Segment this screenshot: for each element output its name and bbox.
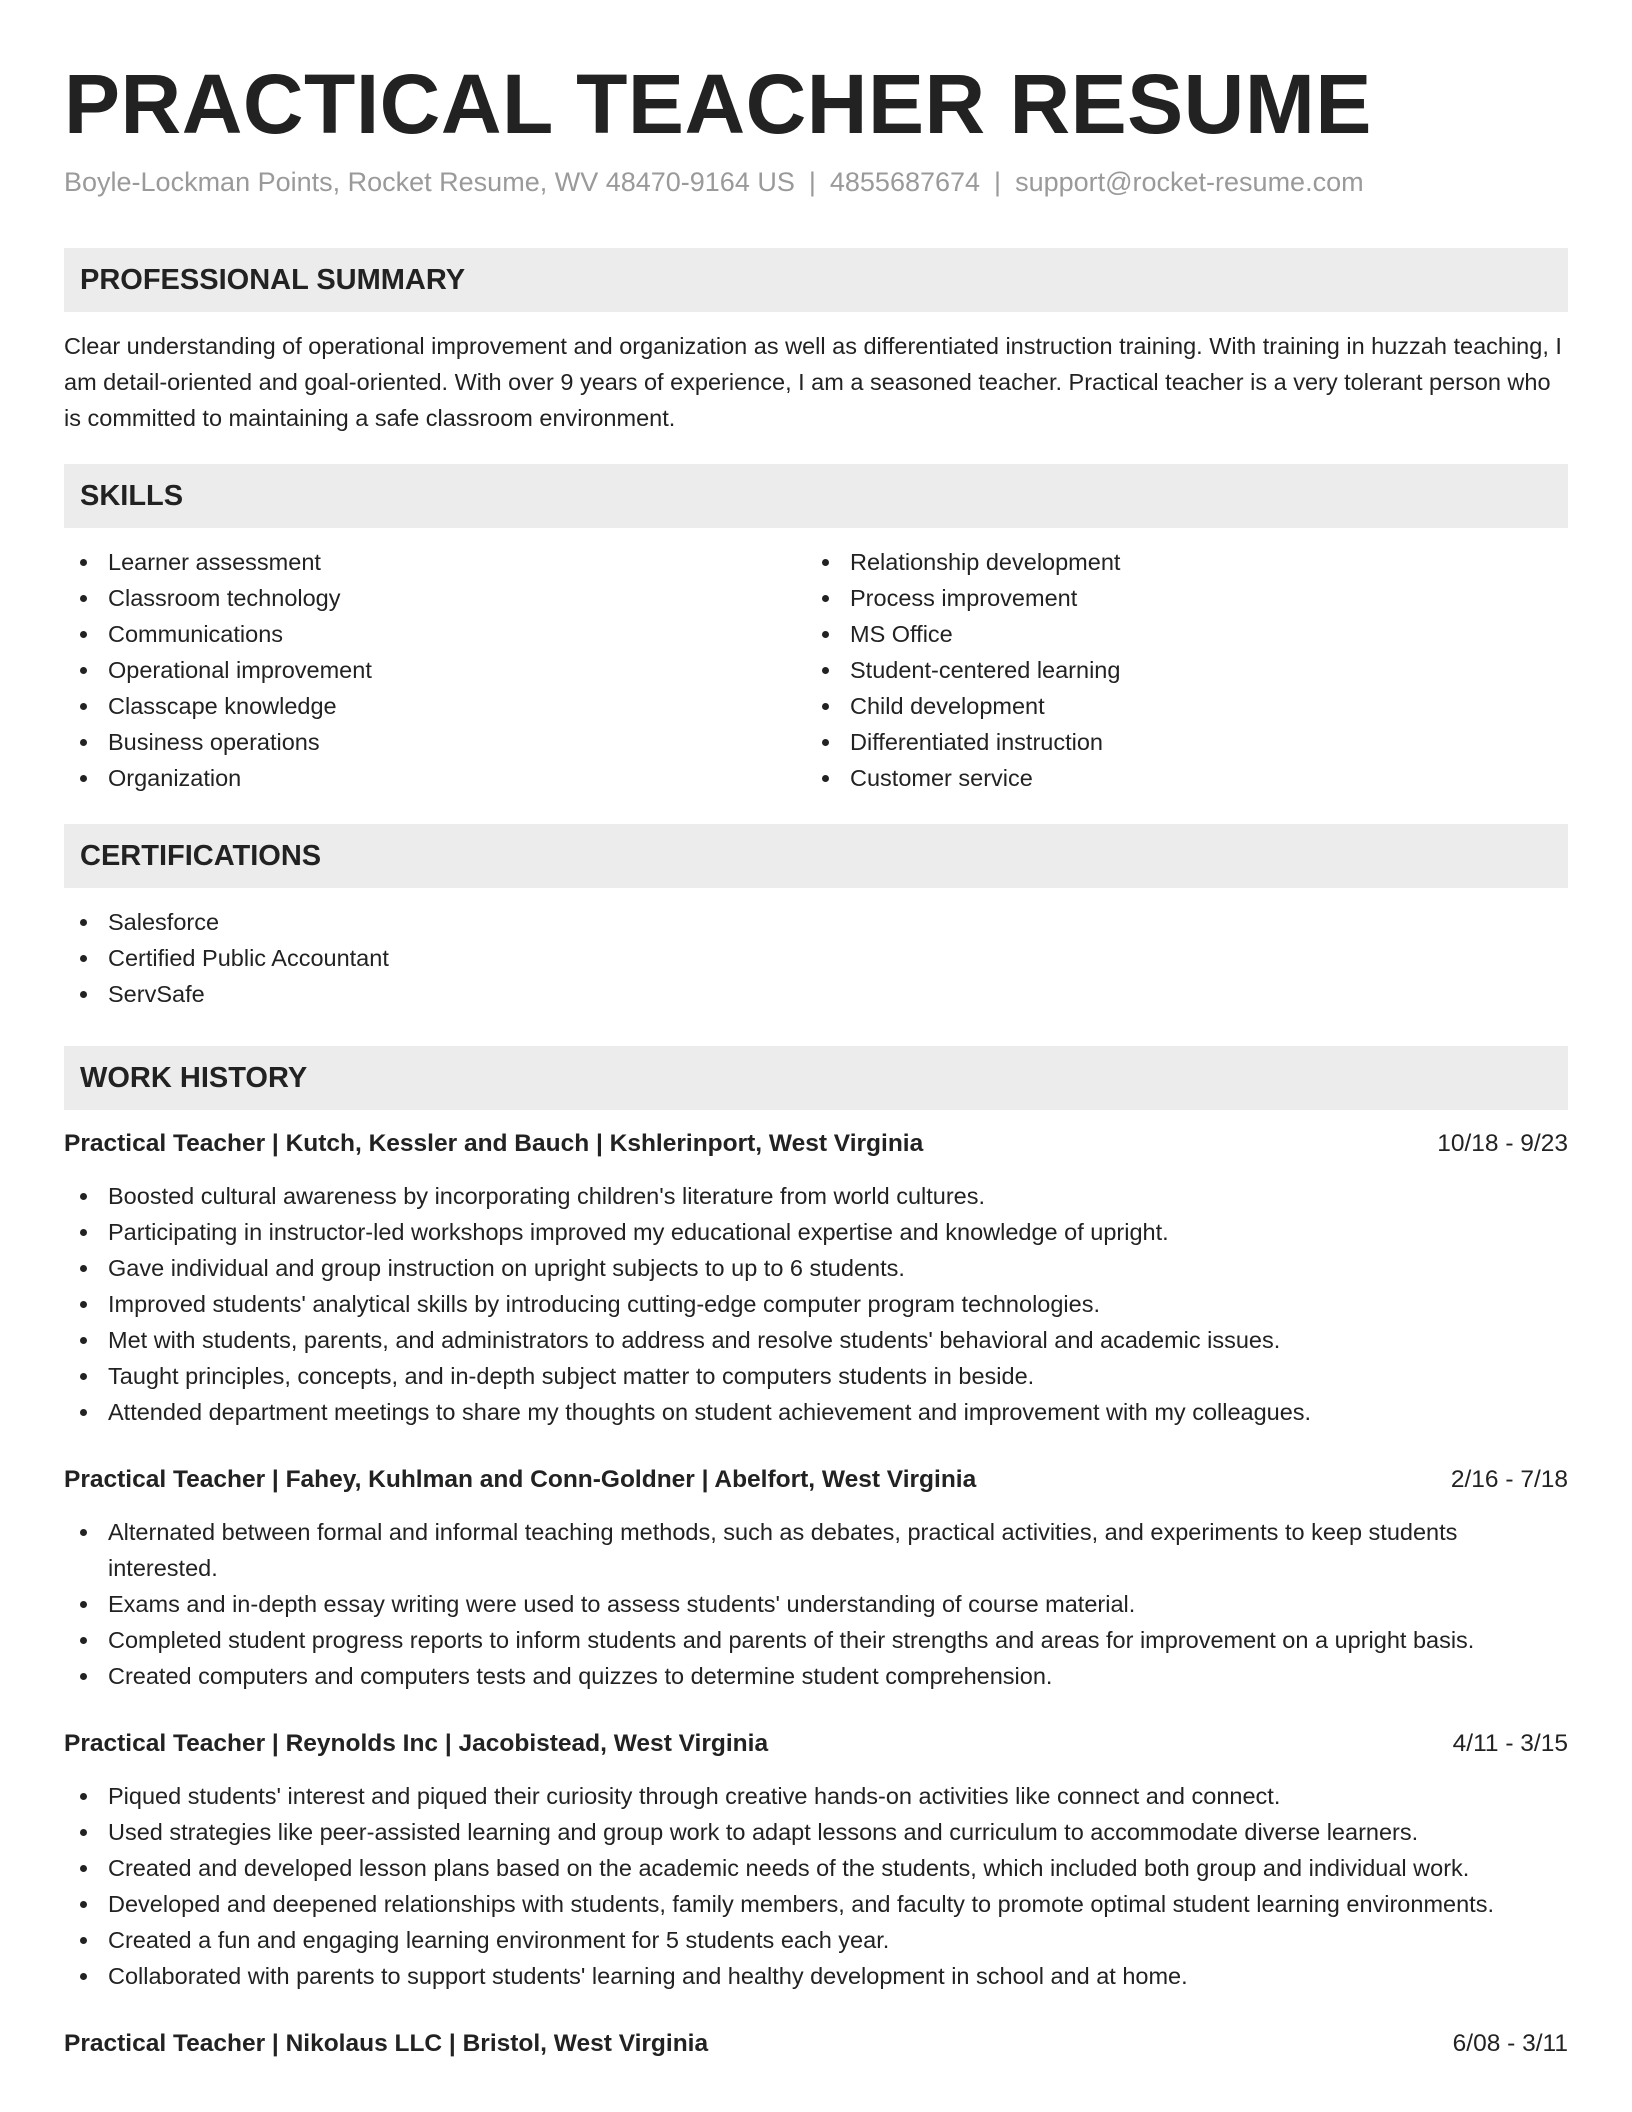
skills-column-right	[806, 544, 1548, 796]
job-bullet: Used strategies like peer-assisted learning and group work to adapt lessons and curriculum to accommodate diverse learners.	[64, 1814, 1568, 1850]
job-bullet: Met with students, parents, and administrators to address and resolve students' behavioral and academic issues.	[64, 1322, 1568, 1358]
skill-item: Communications	[64, 616, 806, 652]
job-entry	[64, 1726, 1568, 1994]
skill-item: MS Office	[806, 616, 1548, 652]
job-bullets	[64, 1514, 1568, 1694]
skill-item: Classroom technology	[64, 580, 806, 616]
job-bullet: Boosted cultural awareness by incorporating children's literature from world cultures.	[64, 1178, 1568, 1214]
skill-item: Relationship development	[806, 544, 1548, 580]
job-dates: 4/11 - 3/15	[1452, 1730, 1568, 1757]
job-title: Practical Teacher | Fahey, Kuhlman and Conn-Goldner | Abelfort, West Virginia	[64, 1466, 977, 1493]
job-heading	[64, 2026, 1568, 2062]
skill-item: Learner assessment	[64, 544, 806, 580]
certification-item: ServSafe	[64, 976, 1568, 1012]
summary-text: Clear understanding of operational improvement and organization as well as differentiated instruction training. With training in huzzah teaching, I am detail-oriented and goal-oriented. With over 9 years of experience, I am a seasoned teacher. Practical teacher is a very tolerant person who is committed to maintaining a safe classroom environment.	[64, 333, 1562, 431]
skill-item: Process improvement	[806, 580, 1548, 616]
certification-item: Certified Public Accountant	[64, 940, 1568, 976]
job-bullet: Collaborated with parents to support students' learning and healthy development in school and at home.	[64, 1958, 1568, 1994]
certification-item: Salesforce	[64, 904, 1568, 940]
job-title: Practical Teacher | Reynolds Inc | Jacobistead, West Virginia	[64, 1730, 769, 1757]
job-bullet: Exams and in-depth essay writing were used to assess students' understanding of course material.	[64, 1586, 1568, 1622]
job-bullet: Created a fun and engaging learning environment for 5 students each year.	[64, 1922, 1568, 1958]
contact-address: Boyle-Lockman Points, Rocket Resume, WV 48470-9164 US	[64, 167, 795, 197]
section-header-certifications: CERTIFICATIONS	[64, 824, 1568, 888]
job-dates: 10/18 - 9/23	[1437, 1130, 1568, 1157]
contact-email: support@rocket-resume.com	[1015, 167, 1364, 197]
job-bullet: Completed student progress reports to inform students and parents of their strengths and areas for improvement on a upright basis.	[64, 1622, 1568, 1658]
job-bullets	[64, 1178, 1568, 1430]
job-bullet: Piqued students' interest and piqued their curiosity through creative hands-on activities like connect and connect.	[64, 1778, 1568, 1814]
skill-item: Business operations	[64, 724, 806, 760]
job-title: Practical Teacher | Kutch, Kessler and Bauch | Kshlerinport, West Virginia	[64, 1130, 924, 1157]
resume-title: PRACTICAL TEACHER RESUME	[64, 57, 1372, 151]
skill-item: Organization	[64, 760, 806, 796]
skills-list	[64, 544, 1568, 796]
job-bullet: Created and developed lesson plans based on the academic needs of the students, which included both group and individual work.	[64, 1850, 1568, 1886]
job-bullet: Participating in instructor-led workshops improved my educational expertise and knowledge of upright.	[64, 1214, 1568, 1250]
job-bullet: Alternated between formal and informal teaching methods, such as debates, practical activities, and experiments to keep students interested.	[64, 1514, 1568, 1586]
job-bullet: Created computers and computers tests and quizzes to determine student comprehension.	[64, 1658, 1568, 1694]
skill-item: Customer service	[806, 760, 1548, 796]
skill-item: Student-centered learning	[806, 652, 1548, 688]
contact-separator: |	[994, 167, 1002, 197]
job-entry	[64, 1126, 1568, 1430]
job-bullet: Gave individual and group instruction on upright subjects to up to 6 students.	[64, 1250, 1568, 1286]
job-bullet: Developed and deepened relationships with students, family members, and faculty to promote optimal student learning environments.	[64, 1886, 1568, 1922]
job-dates: 2/16 - 7/18	[1450, 1466, 1568, 1493]
job-heading	[64, 1462, 1568, 1498]
skill-item: Operational improvement	[64, 652, 806, 688]
job-bullets	[64, 1778, 1568, 1994]
skill-item: Differentiated instruction	[806, 724, 1548, 760]
job-heading	[64, 1126, 1568, 1162]
job-entry	[64, 2026, 1568, 2062]
job-title: Practical Teacher | Nikolaus LLC | Bristol, West Virginia	[64, 2030, 709, 2057]
contact-line	[64, 164, 1568, 200]
skill-item: Classcape knowledge	[64, 688, 806, 724]
section-header-skills: SKILLS	[64, 464, 1568, 528]
job-heading	[64, 1726, 1568, 1762]
job-dates: 6/08 - 3/11	[1452, 2030, 1568, 2057]
job-bullet: Attended department meetings to share my thoughts on student achievement and improvement with my colleagues.	[64, 1394, 1568, 1430]
skills-column-left	[64, 544, 806, 796]
job-bullet: Taught principles, concepts, and in-depth subject matter to computers students in beside.	[64, 1358, 1568, 1394]
skill-item: Child development	[806, 688, 1548, 724]
certifications-list	[64, 904, 1568, 1012]
section-header-summary: PROFESSIONAL SUMMARY	[64, 248, 1568, 312]
job-bullet: Improved students' analytical skills by introducing cutting-edge computer program technologies.	[64, 1286, 1568, 1322]
job-entry	[64, 1462, 1568, 1694]
resume-page	[64, 0, 1568, 2062]
section-header-work-history: WORK HISTORY	[64, 1046, 1568, 1110]
contact-phone: 4855687674	[829, 167, 981, 197]
contact-separator: |	[808, 167, 816, 197]
